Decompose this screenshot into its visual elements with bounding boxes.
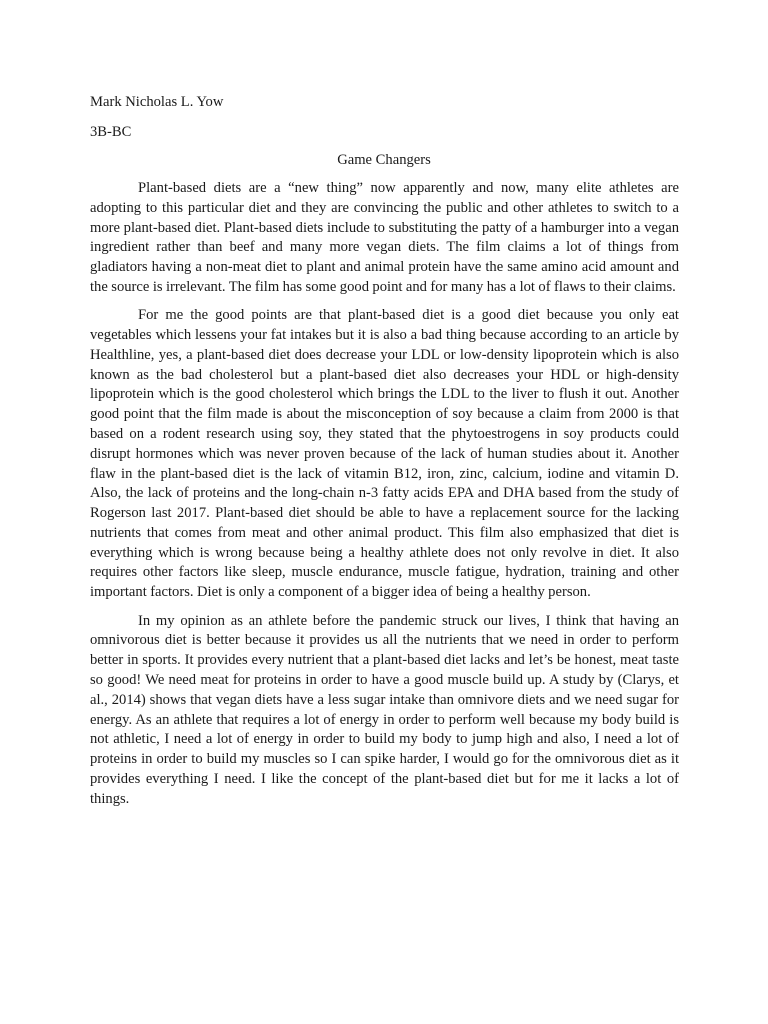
paragraph-opinion: In my opinion as an athlete before the pandemic struck our lives, I think that having an omnivorous diet is better because it provides us all the nutrients that we need in order to perform better in sports. It provides every nutrient that a plant-based diet lacks and let’s be honest, meat taste so good! We need meat for proteins in order to have a good muscle build up. A study by (Clarys, et al., 2014) shows that vegan diets have a less sugar intake than omnivore diets and we need sugar for energy. As an athlete that requires a lot of energy in order to perform well because my body build is not athletic, I need a lot of energy in order to build my body to jump high and also, I need a lot of proteins in order to build my muscles so I can spike harder, I would go for the omnivorous diet as it provides everything I need. I like the concept of the plant-based diet but for me it lacks a lot of things. bbox=[90, 612, 679, 807]
class-section: 3B-BC bbox=[90, 124, 132, 140]
paragraph-good-points: For me the good points are that plant-based diet is a good diet because you only eat vegetables which lessens your fat intakes but it is also a bad thing because according to an article by Healthline, yes, a plant-based diet does decrease your LDL or low-density lipoprotein which is also known as the bad cholesterol but a plant-based diet also decreases your HDL or high-density lipoprotein which is the good cholesterol which brings the LDL to the liver to flush it out. Another good point that the film made is about the misconception of soy because a claim from 2000 is that based on a rodent research using soy, they stated that the phytoestrogens in soy products could disrupt hormones which was never proven because of the lack of human studies about it. Another flaw in the plant-based diet is the lack of vitamin B12, iron, zinc, calcium, iodine and vitamin D. Also, the lack of proteins and the long-chain n-3 fatty acids EPA and DHA based from the study of Rogerson last 2017. Plant-based diet should be able to have a replacement source for the lacking nutrients that comes from meat and other animal product. This film also emphasized that diet is everything which is wrong because being a healthy athlete does not only revolve in diet. It also requires other factors like sleep, muscle endurance, muscle fatigue, hydration, training and other important factors. Diet is only a component of a bigger idea of being a healthy person. bbox=[90, 307, 679, 601]
author-name: Mark Nicholas L. Yow bbox=[90, 94, 224, 110]
paragraph-intro: Plant-based diets are a “new thing” now apparently and now, many elite athletes are adopting to this particular diet and they are convincing the public and other athletes to switch to a more plant-based diet. Plant-based diets include to substituting the patty of a hamburger into a vegan ingredient rather than beef and many more vegan diets. The film claims a lot of things from gladiators having a non-meat diet to plant and animal protein have the same amino acid amount and the source is irrelevant. The film has some good point and for many has a lot of flaws to their claims. bbox=[90, 180, 679, 295]
page-title: Game Changers bbox=[337, 152, 431, 168]
document-body bbox=[90, 179, 679, 809]
